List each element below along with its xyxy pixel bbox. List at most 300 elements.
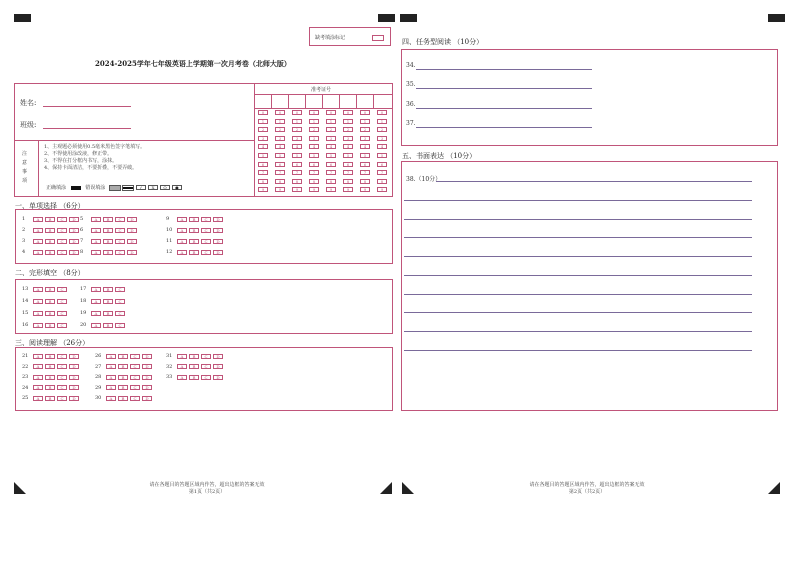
id-digit-bubble[interactable]: 9 xyxy=(309,187,319,192)
divider xyxy=(322,94,323,108)
id-digit-bubble[interactable]: 4 xyxy=(275,144,285,149)
option-bubble[interactable]: C xyxy=(130,354,140,359)
option-bubble[interactable]: D xyxy=(142,385,152,390)
option-bubble[interactable]: C xyxy=(57,323,67,328)
option-bubble[interactable]: A xyxy=(33,385,43,390)
option-bubble[interactable]: B xyxy=(103,299,113,304)
option-bubble[interactable]: B xyxy=(45,354,55,359)
option-bubble[interactable]: B xyxy=(45,364,55,369)
question-number: 30 xyxy=(95,395,102,401)
question-row xyxy=(22,286,69,293)
option-bubble[interactable]: D xyxy=(213,228,223,233)
note-item: 4、保持卡面清洁，不要折叠，不要弄破。 xyxy=(44,165,138,171)
id-digit-bubble[interactable]: 6 xyxy=(275,162,285,167)
id-digit-bubble[interactable]: 7 xyxy=(377,170,387,175)
id-digit-bubble[interactable]: 1 xyxy=(309,119,319,124)
option-bubble[interactable]: D xyxy=(69,217,79,222)
answer-line[interactable] xyxy=(404,331,752,332)
question-row xyxy=(80,310,127,317)
option-bubble[interactable]: B xyxy=(45,299,55,304)
question-row xyxy=(166,216,225,223)
option-bubble[interactable]: B xyxy=(118,354,128,359)
id-digit-bubble[interactable]: 6 xyxy=(377,162,387,167)
id-digit-bubble[interactable]: 2 xyxy=(343,127,353,132)
answer-line[interactable] xyxy=(404,312,752,313)
option-bubble[interactable]: A xyxy=(33,364,43,369)
question-label: 34. xyxy=(406,62,416,69)
option-bubble[interactable]: D xyxy=(142,354,152,359)
question-number: 15 xyxy=(22,310,29,316)
answer-line[interactable] xyxy=(404,237,752,238)
id-digit-bubble[interactable]: 4 xyxy=(360,144,370,149)
id-digit-bubble[interactable]: 3 xyxy=(326,136,336,141)
option-bubble[interactable]: B xyxy=(189,364,199,369)
question-number: 29 xyxy=(95,384,102,391)
option-bubble[interactable]: B xyxy=(45,287,55,292)
divider xyxy=(271,94,272,108)
corner-triangle xyxy=(14,482,26,494)
id-digit-bubble[interactable]: 5 xyxy=(258,153,268,158)
question-row xyxy=(80,216,139,223)
id-digit-bubble[interactable]: 5 xyxy=(343,153,353,158)
fill-sample-row xyxy=(46,184,184,191)
wrong-fill-sample: X xyxy=(148,185,158,190)
id-digit-bubble[interactable]: 4 xyxy=(258,144,268,149)
option-bubble[interactable]: D xyxy=(142,364,152,369)
option-bubble[interactable]: B xyxy=(118,396,128,401)
id-digit-bubble[interactable]: 8 xyxy=(343,179,353,184)
absent-mark-checkbox[interactable] xyxy=(372,35,384,41)
option-bubble[interactable]: A xyxy=(106,396,116,401)
question-row xyxy=(80,238,139,245)
question-number: 5 xyxy=(80,216,84,222)
option-bubble[interactable]: C xyxy=(57,239,67,244)
option-bubble[interactable]: C xyxy=(115,217,125,222)
option-bubble[interactable]: C xyxy=(201,364,211,369)
option-bubble[interactable]: A xyxy=(177,250,187,255)
option-bubble[interactable]: D xyxy=(213,250,223,255)
answer-line[interactable] xyxy=(404,219,752,220)
question-number: 2 xyxy=(22,227,26,233)
option-bubble[interactable]: C xyxy=(115,228,125,233)
id-digit-bubble[interactable]: 8 xyxy=(360,179,370,184)
id-digit-bubble[interactable]: 5 xyxy=(360,153,370,158)
option-bubble[interactable]: C xyxy=(57,311,67,316)
id-digit-bubble[interactable]: 3 xyxy=(275,136,285,141)
wrong-fill-sample: ● xyxy=(172,185,182,190)
option-bubble[interactable]: C xyxy=(115,323,125,328)
option-bubble[interactable]: B xyxy=(189,375,199,380)
id-digit-bubble[interactable]: 5 xyxy=(377,153,387,158)
id-digit-bubble[interactable]: 7 xyxy=(292,170,302,175)
question-number: 11 xyxy=(166,238,173,244)
option-bubble[interactable]: A xyxy=(33,239,43,244)
option-bubble[interactable]: B xyxy=(118,375,128,380)
option-bubble[interactable]: A xyxy=(177,239,187,244)
id-digit-bubble[interactable]: 8 xyxy=(275,179,285,184)
page-title: 2024-2025学年七年级英语上学期第一次月考卷（北师大版） xyxy=(95,59,291,68)
option-bubble[interactable]: A xyxy=(91,217,101,222)
option-bubble[interactable]: B xyxy=(45,228,55,233)
id-digit-bubble[interactable]: 2 xyxy=(258,127,268,132)
divider xyxy=(373,94,374,108)
option-bubble[interactable]: C xyxy=(57,354,67,359)
option-bubble[interactable]: A xyxy=(177,217,187,222)
id-digit-bubble[interactable]: 6 xyxy=(326,162,336,167)
section2-box xyxy=(15,279,393,334)
wrong-fill-sample xyxy=(109,185,121,191)
option-bubble[interactable]: D xyxy=(213,364,223,369)
id-digit-bubble[interactable]: 4 xyxy=(377,144,387,149)
question-row xyxy=(80,249,139,256)
correct-fill-sample xyxy=(71,186,81,190)
fill-wrong-label: 错误填涂 xyxy=(85,185,106,191)
id-digit-bubble[interactable]: 9 xyxy=(292,187,302,192)
id-digit-bubble[interactable]: 6 xyxy=(292,162,302,167)
option-bubble[interactable]: A xyxy=(91,287,101,292)
id-digit-bubble[interactable]: 5 xyxy=(309,153,319,158)
class-field[interactable] xyxy=(43,128,131,129)
option-bubble[interactable]: A xyxy=(33,311,43,316)
option-bubble[interactable]: A xyxy=(91,323,101,328)
id-digit-bubble[interactable]: 0 xyxy=(292,110,302,115)
page-number: 第2页（共2页） xyxy=(568,489,606,495)
option-bubble[interactable]: A xyxy=(91,239,101,244)
option-bubble[interactable]: C xyxy=(130,396,140,401)
question-row xyxy=(95,395,154,402)
id-digit-bubble[interactable]: 2 xyxy=(309,127,319,132)
id-digit-bubble[interactable]: 9 xyxy=(377,187,387,192)
answer-line[interactable] xyxy=(404,275,752,276)
option-bubble[interactable]: A xyxy=(91,250,101,255)
id-digit-bubble[interactable]: 1 xyxy=(292,119,302,124)
option-bubble[interactable]: D xyxy=(142,375,152,380)
option-bubble[interactable]: B xyxy=(45,239,55,244)
option-bubble[interactable]: D xyxy=(213,217,223,222)
id-digit-bubble[interactable]: 4 xyxy=(292,144,302,149)
option-bubble[interactable]: A xyxy=(33,375,43,380)
option-bubble[interactable]: B xyxy=(189,228,199,233)
question-row xyxy=(95,374,154,381)
option-bubble[interactable]: C xyxy=(201,250,211,255)
option-bubble[interactable]: C xyxy=(201,375,211,380)
question-label: 38.（10分） xyxy=(406,176,442,183)
id-digit-bubble[interactable]: 7 xyxy=(343,170,353,175)
absent-mark-label: 缺考填涂标记 xyxy=(315,35,346,41)
option-bubble[interactable]: A xyxy=(33,228,43,233)
option-bubble[interactable]: C xyxy=(57,396,67,401)
question-number: 31 xyxy=(166,353,173,359)
question-row xyxy=(22,216,81,223)
question-row xyxy=(80,286,127,293)
option-bubble[interactable]: A xyxy=(33,287,43,292)
id-digit-bubble[interactable]: 6 xyxy=(360,162,370,167)
option-bubble[interactable]: D xyxy=(69,396,79,401)
id-digit-bubble[interactable]: 0 xyxy=(258,110,268,115)
answer-line[interactable] xyxy=(436,181,752,182)
id-digit-bubble[interactable]: 1 xyxy=(326,119,336,124)
id-digit-bubble[interactable]: 0 xyxy=(275,110,285,115)
option-bubble[interactable]: A xyxy=(106,364,116,369)
id-digit-bubble[interactable]: 1 xyxy=(377,119,387,124)
question-row xyxy=(166,374,225,381)
divider xyxy=(288,94,289,108)
note-item: 3、不得在打分框内书写，涂抹。 xyxy=(44,158,118,164)
section-heading: 二、完形填空 （8分） xyxy=(15,269,85,277)
question-number: 19 xyxy=(80,310,87,316)
option-bubble[interactable]: C xyxy=(130,375,140,380)
id-digit-bubble[interactable]: 0 xyxy=(343,110,353,115)
id-digit-bubble[interactable]: 3 xyxy=(258,136,268,141)
id-digit-bubble[interactable]: 2 xyxy=(377,127,387,132)
option-bubble[interactable]: A xyxy=(91,228,101,233)
id-digit-bubble[interactable]: 6 xyxy=(309,162,319,167)
option-bubble[interactable]: A xyxy=(33,396,43,401)
option-bubble[interactable]: B xyxy=(189,217,199,222)
option-bubble[interactable]: C xyxy=(201,228,211,233)
divider xyxy=(356,94,357,108)
option-bubble[interactable]: D xyxy=(69,239,79,244)
id-digit-bubble[interactable]: 8 xyxy=(326,179,336,184)
id-digit-bubble[interactable]: 7 xyxy=(258,170,268,175)
id-digit-bubble[interactable]: 1 xyxy=(258,119,268,124)
question-number: 23 xyxy=(22,374,29,380)
option-bubble[interactable]: C xyxy=(201,354,211,359)
wrong-fill-sample: O xyxy=(160,185,170,190)
option-bubble[interactable]: D xyxy=(127,228,137,233)
option-bubble[interactable]: D xyxy=(127,217,137,222)
id-digit-bubble[interactable]: 2 xyxy=(275,127,285,132)
page-footer xyxy=(507,482,667,496)
note-item: 1、主观题必须使用0.5毫米黑色签字笔填写。 xyxy=(44,144,146,150)
option-bubble[interactable]: B xyxy=(118,385,128,390)
option-bubble[interactable]: A xyxy=(177,375,187,380)
option-bubble[interactable]: D xyxy=(127,239,137,244)
question-row xyxy=(80,298,127,305)
id-digit-bubble[interactable]: 6 xyxy=(343,162,353,167)
option-bubble[interactable]: B xyxy=(189,239,199,244)
option-bubble[interactable]: C xyxy=(115,239,125,244)
answer-line[interactable] xyxy=(416,88,592,89)
question-number: 12 xyxy=(166,249,173,255)
notes-list xyxy=(44,144,145,172)
option-bubble[interactable]: B xyxy=(103,239,113,244)
question-row xyxy=(95,364,154,371)
question-number: 9 xyxy=(166,216,170,222)
option-bubble[interactable]: C xyxy=(130,385,140,390)
id-digit-bubble[interactable]: 1 xyxy=(275,119,285,124)
option-bubble[interactable]: A xyxy=(106,385,116,390)
answer-line[interactable] xyxy=(404,350,752,351)
option-bubble[interactable]: A xyxy=(33,354,43,359)
option-bubble[interactable]: B xyxy=(45,323,55,328)
option-bubble[interactable]: B xyxy=(103,217,113,222)
id-digit-bubble[interactable]: 2 xyxy=(292,127,302,132)
question-number: 14 xyxy=(22,298,29,304)
id-digit-bubble[interactable]: 7 xyxy=(360,170,370,175)
question-number: 28 xyxy=(95,374,102,380)
option-bubble[interactable]: D xyxy=(127,250,137,255)
option-bubble[interactable]: C xyxy=(115,250,125,255)
id-digit-bubble[interactable]: 4 xyxy=(343,144,353,149)
divider xyxy=(254,108,393,109)
id-digit-bubble[interactable]: 9 xyxy=(326,187,336,192)
option-bubble[interactable]: C xyxy=(115,287,125,292)
question-number: 13 xyxy=(22,286,29,292)
question-row xyxy=(22,227,81,234)
option-bubble[interactable]: C xyxy=(130,364,140,369)
id-digit-bubble[interactable]: 7 xyxy=(309,170,319,175)
option-bubble[interactable]: C xyxy=(201,217,211,222)
id-digit-bubble[interactable]: 8 xyxy=(309,179,319,184)
question-number: 8 xyxy=(80,249,84,255)
id-digit-bubble[interactable]: 9 xyxy=(258,187,268,192)
option-bubble[interactable]: C xyxy=(57,375,67,380)
divider xyxy=(38,140,39,197)
question-row xyxy=(22,364,81,371)
id-digit-bubble[interactable]: 1 xyxy=(343,119,353,124)
id-digit-bubble[interactable]: 6 xyxy=(258,162,268,167)
id-digit-bubble[interactable]: 5 xyxy=(326,153,336,158)
option-bubble[interactable]: B xyxy=(118,364,128,369)
id-digit-bubble[interactable]: 0 xyxy=(377,110,387,115)
option-bubble[interactable]: B xyxy=(45,217,55,222)
id-digit-bubble[interactable]: 5 xyxy=(275,153,285,158)
id-digit-bubble[interactable]: 9 xyxy=(360,187,370,192)
option-bubble[interactable]: A xyxy=(91,311,101,316)
option-bubble[interactable]: D xyxy=(213,354,223,359)
id-digit-bubble[interactable]: 0 xyxy=(326,110,336,115)
divider xyxy=(14,140,254,141)
answer-line[interactable] xyxy=(404,256,752,257)
answer-line[interactable] xyxy=(404,294,752,295)
question-row xyxy=(166,227,225,234)
name-label: 姓名: xyxy=(20,99,37,107)
option-bubble[interactable]: C xyxy=(57,364,67,369)
option-bubble[interactable]: D xyxy=(69,364,79,369)
option-bubble[interactable]: D xyxy=(213,239,223,244)
option-bubble[interactable]: A xyxy=(106,354,116,359)
id-digit-bubble[interactable]: 3 xyxy=(377,136,387,141)
option-bubble[interactable]: A xyxy=(33,299,43,304)
question-row xyxy=(22,310,69,317)
question-row xyxy=(95,353,154,360)
option-bubble[interactable]: B xyxy=(45,396,55,401)
option-bubble[interactable]: B xyxy=(189,354,199,359)
id-digit-bubble[interactable]: 7 xyxy=(326,170,336,175)
option-bubble[interactable]: A xyxy=(177,364,187,369)
id-digit-bubble[interactable]: 9 xyxy=(275,187,285,192)
question-label: 35. xyxy=(406,81,416,88)
corner-mark xyxy=(378,14,395,22)
id-digit-bubble[interactable]: 3 xyxy=(360,136,370,141)
question-row xyxy=(166,249,225,256)
id-digit-bubble[interactable]: 3 xyxy=(292,136,302,141)
option-bubble[interactable]: B xyxy=(103,250,113,255)
option-bubble[interactable]: C xyxy=(57,250,67,255)
question-row xyxy=(22,395,81,402)
id-digit-bubble[interactable]: 8 xyxy=(377,179,387,184)
option-bubble[interactable]: B xyxy=(45,385,55,390)
answer-line[interactable] xyxy=(404,200,752,201)
id-digit-bubble[interactable]: 0 xyxy=(360,110,370,115)
option-bubble[interactable]: B xyxy=(45,311,55,316)
option-bubble[interactable]: C xyxy=(115,311,125,316)
option-bubble[interactable]: A xyxy=(177,228,187,233)
answer-line[interactable] xyxy=(416,127,592,128)
option-bubble[interactable]: A xyxy=(33,323,43,328)
name-field[interactable] xyxy=(43,106,131,107)
divider xyxy=(254,83,255,197)
id-digit-bubble[interactable]: 0 xyxy=(309,110,319,115)
id-digit-bubble[interactable]: 2 xyxy=(360,127,370,132)
option-bubble[interactable]: B xyxy=(103,311,113,316)
option-bubble[interactable]: B xyxy=(45,375,55,380)
option-bubble[interactable]: D xyxy=(213,375,223,380)
option-bubble[interactable]: C xyxy=(201,239,211,244)
class-label: 班级: xyxy=(20,121,37,129)
id-digit-bubble[interactable]: 5 xyxy=(292,153,302,158)
id-digit-bubble[interactable]: 3 xyxy=(309,136,319,141)
option-bubble[interactable]: D xyxy=(69,354,79,359)
option-bubble[interactable]: D xyxy=(69,375,79,380)
id-digit-bubble[interactable]: 2 xyxy=(326,127,336,132)
option-bubble[interactable]: B xyxy=(189,250,199,255)
id-digit-bubble[interactable]: 3 xyxy=(343,136,353,141)
option-bubble[interactable]: B xyxy=(103,323,113,328)
option-bubble[interactable]: C xyxy=(57,287,67,292)
option-bubble[interactable]: B xyxy=(103,287,113,292)
id-digit-bubble[interactable]: 4 xyxy=(309,144,319,149)
id-digit-bubble[interactable]: 8 xyxy=(292,179,302,184)
divider xyxy=(305,94,306,108)
answer-line[interactable] xyxy=(416,69,592,70)
id-digit-bubble[interactable]: 7 xyxy=(275,170,285,175)
notes-heading: 注意事项 xyxy=(22,151,28,184)
id-digit-bubble[interactable]: 8 xyxy=(258,179,268,184)
question-number: 25 xyxy=(22,395,29,401)
option-bubble[interactable]: D xyxy=(69,228,79,233)
option-bubble[interactable]: C xyxy=(115,299,125,304)
question-row xyxy=(166,353,225,360)
option-bubble[interactable]: C xyxy=(57,228,67,233)
option-bubble[interactable]: A xyxy=(33,250,43,255)
question-number: 6 xyxy=(80,227,84,233)
option-bubble[interactable]: A xyxy=(33,217,43,222)
option-bubble[interactable]: B xyxy=(45,250,55,255)
corner-mark xyxy=(400,14,417,22)
option-bubble[interactable]: A xyxy=(177,354,187,359)
option-bubble[interactable]: B xyxy=(103,228,113,233)
question-number: 24 xyxy=(22,384,29,391)
option-bubble[interactable]: D xyxy=(69,385,79,390)
option-bubble[interactable]: A xyxy=(106,375,116,380)
option-bubble[interactable]: C xyxy=(57,217,67,222)
question-number: 22 xyxy=(22,363,29,370)
option-bubble[interactable]: A xyxy=(91,299,101,304)
question-row xyxy=(166,364,225,371)
option-bubble[interactable]: C xyxy=(57,299,67,304)
answer-line[interactable] xyxy=(416,108,592,109)
option-bubble[interactable]: D xyxy=(142,396,152,401)
id-digit-bubble[interactable]: 4 xyxy=(326,144,336,149)
option-bubble[interactable]: D xyxy=(69,250,79,255)
option-bubble[interactable]: C xyxy=(57,385,67,390)
id-digit-bubble[interactable]: 1 xyxy=(360,119,370,124)
id-digit-bubble[interactable]: 9 xyxy=(343,187,353,192)
page-footer xyxy=(127,482,287,496)
section-heading: 五、书面表达 （10分） xyxy=(402,152,477,160)
